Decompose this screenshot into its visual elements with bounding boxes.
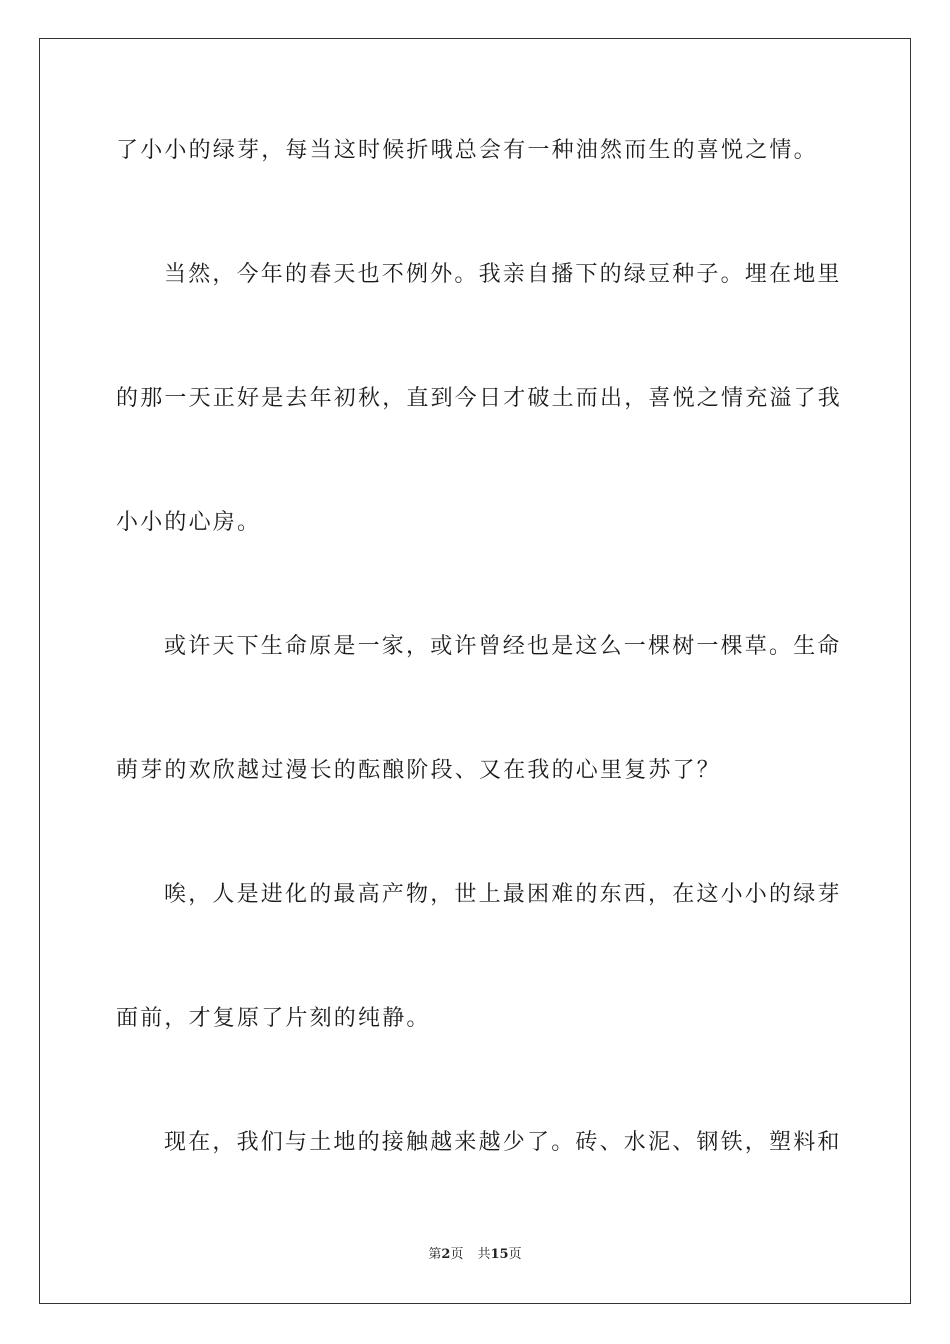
page-footer [0,1246,950,1264]
body-text-line: 小小的心房。 [116,510,262,535]
total-pages: 15 [490,1247,509,1262]
total-prefix: 共 [477,1247,491,1262]
body-text-line: 或许天下生命原是一家，或许曾经也是这么一棵树一棵草。生命 [164,634,842,659]
body-text-line: 的那一天正好是去年初秋，直到今日才破土而出，喜悦之情充溢了我 [116,386,843,411]
body-text-line: 现在，我们与土地的接触越来越少了。砖、水泥、钢铁，塑料和 [164,1130,842,1155]
body-text-line: 唉，人是进化的最高产物，世上最困难的东西，在这小小的绿芽 [164,882,842,907]
body-text-line: 面前，才复原了片刻的纯静。 [116,1006,431,1031]
body-text-line: 了小小的绿芽，每当这时候折哦总会有一种油然而生的喜悦之情。 [116,138,818,163]
page-number: 2 [441,1247,451,1262]
page-prefix: 第 [428,1247,442,1262]
page-frame [39,38,911,1304]
body-text-line: 萌芽的欢欣越过漫长的酝酿阶段、又在我的心里复苏了？ [116,758,722,783]
page-suffix: 页 [450,1247,464,1262]
total-suffix: 页 [508,1247,522,1262]
body-text-line: 当然，今年的春天也不例外。我亲自播下的绿豆种子。埋在地里 [164,262,842,287]
